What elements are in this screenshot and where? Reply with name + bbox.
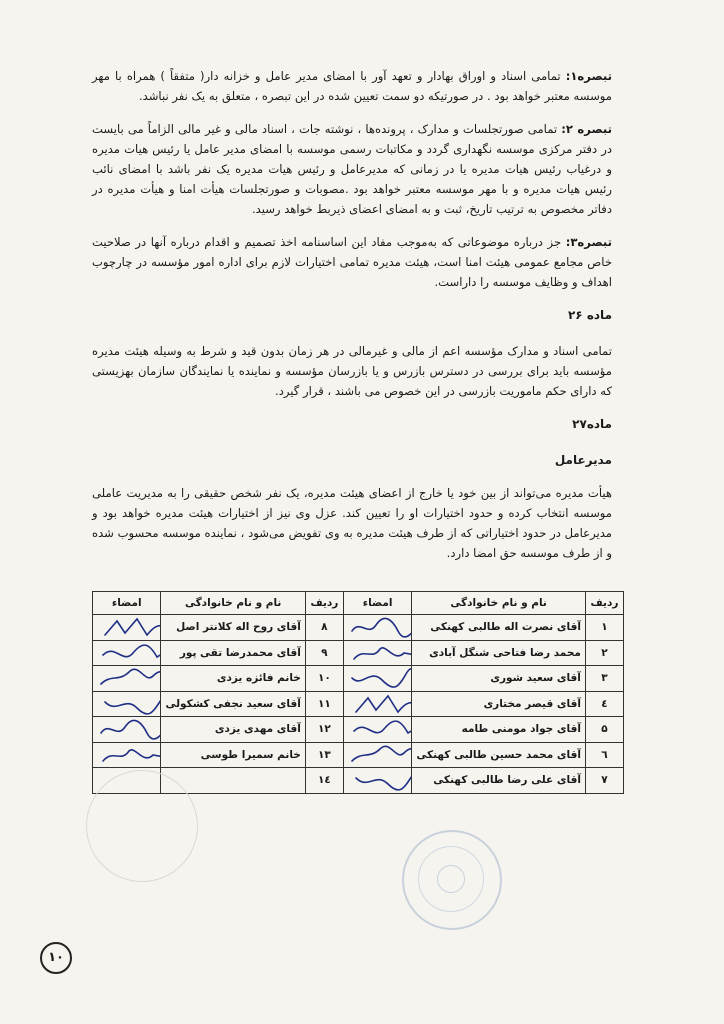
ceo-title: مدیرعامل <box>554 453 612 467</box>
row-number: ۷ <box>585 768 623 794</box>
row-number: ۱۲ <box>305 717 343 743</box>
institution-seal <box>402 830 502 930</box>
member-name: آقای سعید شوری <box>412 666 586 692</box>
faint-stamp-mark <box>86 770 198 882</box>
handwritten-signature <box>346 641 412 666</box>
document-body <box>92 66 612 576</box>
table-row <box>93 691 624 717</box>
handwritten-signature <box>95 743 161 768</box>
handwritten-signature <box>346 666 412 691</box>
header-row-number-2: ردیف <box>305 592 343 615</box>
signature-cell <box>93 615 161 641</box>
member-name: آقای نصرت اله طالبی کهنکی <box>412 615 586 641</box>
header-signature-2: امضاء <box>93 592 161 615</box>
handwritten-signature <box>346 615 412 640</box>
member-name: آقای روح اله کلانتر اصل <box>161 615 305 641</box>
signature-cell <box>93 691 161 717</box>
row-number: ۱ <box>585 615 623 641</box>
row-number: ۲ <box>585 640 623 666</box>
table-row <box>93 742 624 768</box>
note-2 <box>92 119 612 219</box>
member-name: آقای مهدی یزدی <box>161 717 305 743</box>
table-header-row <box>93 592 624 615</box>
handwritten-signature <box>95 692 161 717</box>
handwritten-signature <box>95 666 161 691</box>
note-1-title: تبصره۱: <box>565 69 612 83</box>
signature-cell <box>343 768 411 794</box>
row-number: ۸ <box>305 615 343 641</box>
signature-cell <box>343 666 411 692</box>
header-name-2: نام و نام خانوادگی <box>161 592 305 615</box>
note-3 <box>92 232 612 292</box>
note-1-text: تمامی اسناد و اوراق بهادار و تعهد آور با امضای مدیر عامل و خزانه دار( متفقاً ) همراه با مهر موسسه معتبر خواهد بود . در صورتیکه دو سمت تعیین شده در این تبصره ، متعلق به یک نفر نباشد. <box>92 69 612 103</box>
signature-cell <box>93 742 161 768</box>
handwritten-signature <box>346 717 412 742</box>
signature-cell <box>343 742 411 768</box>
row-number: ۱۰ <box>305 666 343 692</box>
header-name: نام و نام خانوادگی <box>412 592 586 615</box>
member-name: آقای علی رضا طالبی کهنکی <box>412 768 586 794</box>
handwritten-signature <box>95 641 161 666</box>
signature-cell <box>93 640 161 666</box>
note-1 <box>92 66 612 106</box>
member-name: محمد رضا فتاحی شنگل آبادی <box>412 640 586 666</box>
signature-table <box>92 591 624 794</box>
row-number: ۱٤ <box>305 768 343 794</box>
signature-cell <box>343 640 411 666</box>
handwritten-signature <box>95 717 161 742</box>
row-number: ۱۳ <box>305 742 343 768</box>
row-number: ٤ <box>585 691 623 717</box>
signature-cell <box>343 717 411 743</box>
handwritten-signature <box>346 692 412 717</box>
member-name: آقای سعید نجفی کشکولی <box>161 691 305 717</box>
note-2-title: تبصره ۲: <box>561 122 612 136</box>
member-name: آقای جواد مومنی طامه <box>412 717 586 743</box>
article-26-title: ماده ۲۶ <box>567 308 612 322</box>
row-number: ٦ <box>585 742 623 768</box>
row-number: ۳ <box>585 666 623 692</box>
member-name: آقای محمدرضا تقی پور <box>161 640 305 666</box>
member-name: آقای قیصر مختاری <box>412 691 586 717</box>
signature-cell <box>343 691 411 717</box>
member-name: آقای محمد حسین طالبی کهنکی <box>412 742 586 768</box>
signature-table-body <box>93 615 624 794</box>
member-name: خانم سمیرا طوسی <box>161 742 305 768</box>
row-number: ۹ <box>305 640 343 666</box>
header-row-number: ردیف <box>585 592 623 615</box>
note-3-text: جز درباره موضوعاتی که به‌موجب مفاد این اساسنامه اخذ تصمیم و اقدام درباره آنها در صلاحیت خاص مجامع عمومی هیئت امنا است، هیئت مدیره تمامی اختیارات لازم برای اداره امور مؤسسه در چارچوب اهداف و وظایف موسسه را داراست. <box>92 235 612 289</box>
member-name: خانم فائزه یزدی <box>161 666 305 692</box>
table-row <box>93 640 624 666</box>
note-3-title: تبصره۳: <box>565 235 612 249</box>
row-number: ۱۱ <box>305 691 343 717</box>
handwritten-signature <box>346 743 412 768</box>
header-signature: امضاء <box>343 592 411 615</box>
article-26-text: تمامی اسناد و مدارک مؤسسه اعم از مالی و غیرمالی در هر زمان بدون قید و شرط به وسیله هیئت مدیره مؤسسه باید برای بررسی در دسترس بازرس و یا بازرسان مؤسسه و نماینده یا نمایندگان سازمان بهزیستی که دارای حکم ماموریت بازرسی در این خصوص می باشند ، قرار گیرد. <box>92 344 612 398</box>
table-row <box>93 615 624 641</box>
handwritten-signature <box>346 768 412 793</box>
signature-cell <box>93 717 161 743</box>
table-row <box>93 666 624 692</box>
row-number: ۵ <box>585 717 623 743</box>
handwritten-signature <box>95 615 161 640</box>
signature-cell <box>343 615 411 641</box>
signature-cell <box>93 666 161 692</box>
table-row <box>93 717 624 743</box>
article-27-title: ماده۲۷ <box>572 417 612 431</box>
ceo-text: هیأت مدیره می‌تواند از بین خود یا خارج از اعضای هیئت مدیره، یک نفر شخص حقیقی را به مدیریت عاملی موسسه انتخاب کرده و حدود اختیارات او را تعیین کند. عزل وی نیز از اختیارات هیئت مدیره خواهد بود و مدیرعامل در حدود اختیاراتی که از طرف هیئت مدیره به وی تفویض می‌شود ، نماینده موسسه محسوب شده و از طرف موسسه حق امضا دارد. <box>92 486 612 560</box>
page-number: ۱۰ <box>40 942 72 974</box>
note-2-text: تمامی صورتجلسات و مدارک ، پرونده‌ها ، نوشته جات ، اسناد مالی و غیر مالی الزاماً می بایست در دفتر مرکزی موسسه نگهداری گردد و مکاتبات رسمی موسسه با امضای مدیر عامل یا رئیس هیات مدیره و درغیاب رئیس هیات مدیره یا در زمانی که مدیرعامل و رئیس هیات مدیره یک نفر باشد با امضای نائب رئیس هیات مدیره و با مهر موسسه معتبر خواهد بود .مصوبات و صورتجلسات هیأت امنا و هیأت مدیره در دفاتر مخصوص به ترتیب تاریخ، ثبت و به امضای اعضای ذیربط خواهد رسید. <box>92 122 612 216</box>
